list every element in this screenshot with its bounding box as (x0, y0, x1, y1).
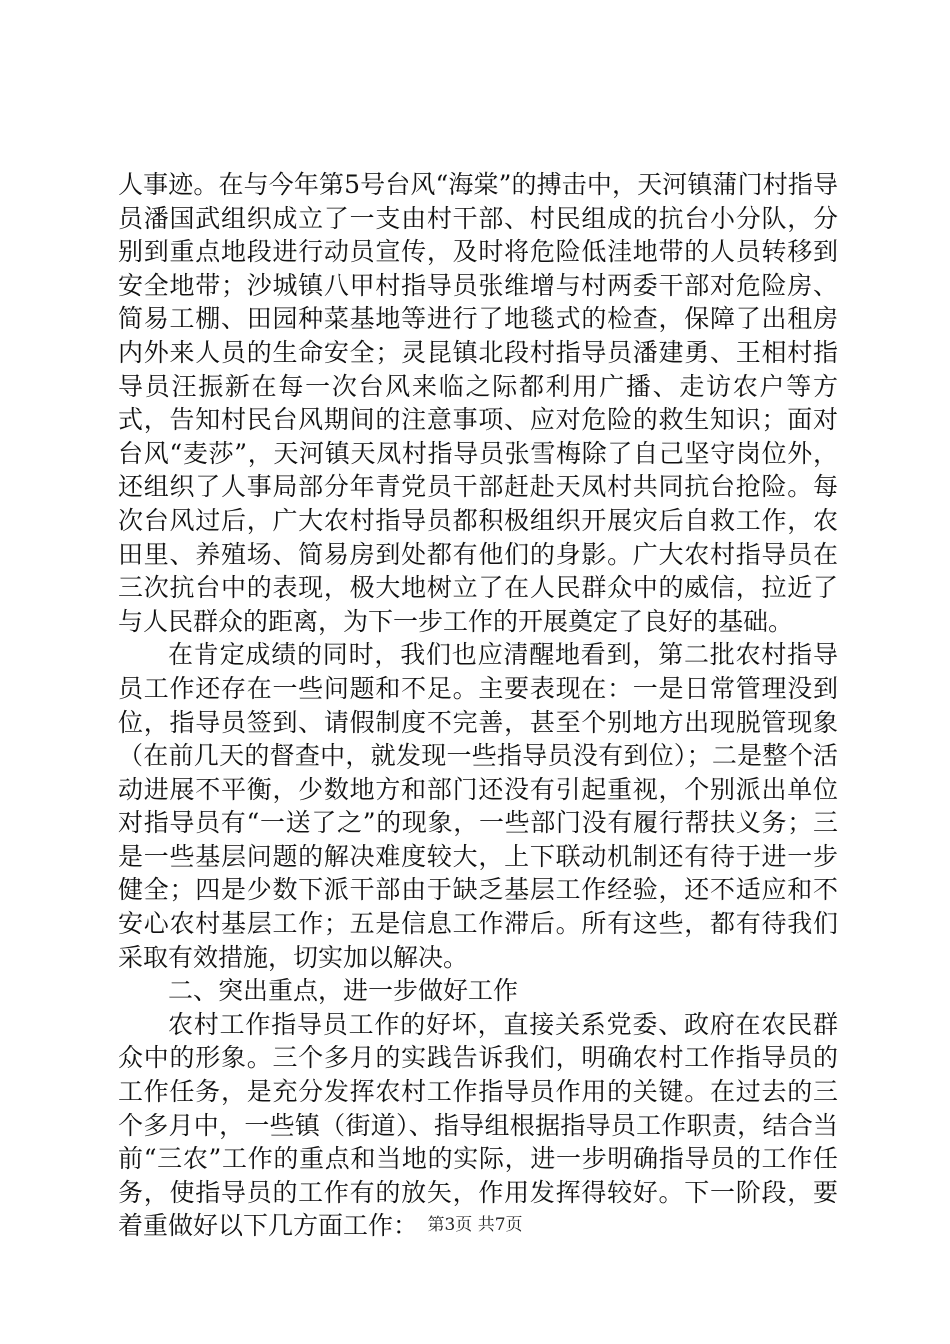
document-body (118, 168, 838, 1243)
paragraph-problems: 在肯定成绩的同时，我们也应清醒地看到，第二批农村指导员工作还存在一些问题和不足。主要表现在：一是日常管理没到位，指导员签到、请假制度不完善，甚至个别地方出现脱管现象（在前几天的督查中，就发现一些指导员没有到位）；二是整个活动进展不平衡，少数地方和部门还没有引起重视，个别派出单位对指导员有“一送了之”的现象，一些部门没有履行帮扶义务；三是一些基层问题的解决难度较大，上下联动机制还有待于进一步健全；四是少数下派干部由于缺乏基层工作经验，还不适应和不安心农村基层工作；五是信息工作滞后。所有这些，都有待我们采取有效措施，切实加以解决。 (118, 640, 838, 972)
paragraph-continued: 人事迹。在与今年第5号台风“海棠”的搏击中，天河镇蒲门村指导员潘国武组织成立了一支由村干部、村民组成的抗台小分队，分别到重点地段进行动员宣传，及时将危险低洼地带的人员转移到安全地带；沙城镇八甲村指导员张维增与村两委干部对危险房、简易工棚、田园种菜基地等进行了地毯式的检查，保障了出租房内外来人员的生命安全；灵昆镇北段村指导员潘建勇、王相村指导员汪振新在每一次台风来临之际都利用广播、走访农户等方式，告知村民台风期间的注意事项、应对危险的救生知识；面对台风“麦莎”，天河镇天凤村指导员张雪梅除了自己坚守岗位外，还组织了人事局部分年青党员干部赶赴天凤村共同抗台抢险。每次台风过后，广大农村指导员都积极组织开展灾后自救工作，农田里、养殖场、简易房到处都有他们的身影。广大农村指导员在三次抗台中的表现，极大地树立了在人民群众中的威信，拉近了与人民群众的距离，为下一步工作的开展奠定了良好的基础。 (118, 170, 838, 636)
paragraph-key-work: 农村工作指导员工作的好坏，直接关系党委、政府在农民群众中的形象。三个多月的实践告诉我们，明确农村工作指导员的工作任务，是充分发挥农村工作指导员作用的关键。在过去的三个多月中，一些镇（街道）、指导组根据指导员工作职责，结合当前“三农”工作的重点和当地的实际，进一步明确指导员的工作任务，使指导员的工作有的放矢，作用发挥得较好。下一阶段，要着重做好以下几方面工作： (118, 1009, 838, 1241)
section-heading: 二、突出重点，进一步做好工作 (168, 976, 519, 1006)
page-number-footer: 第3页 共7页 (427, 1215, 523, 1235)
